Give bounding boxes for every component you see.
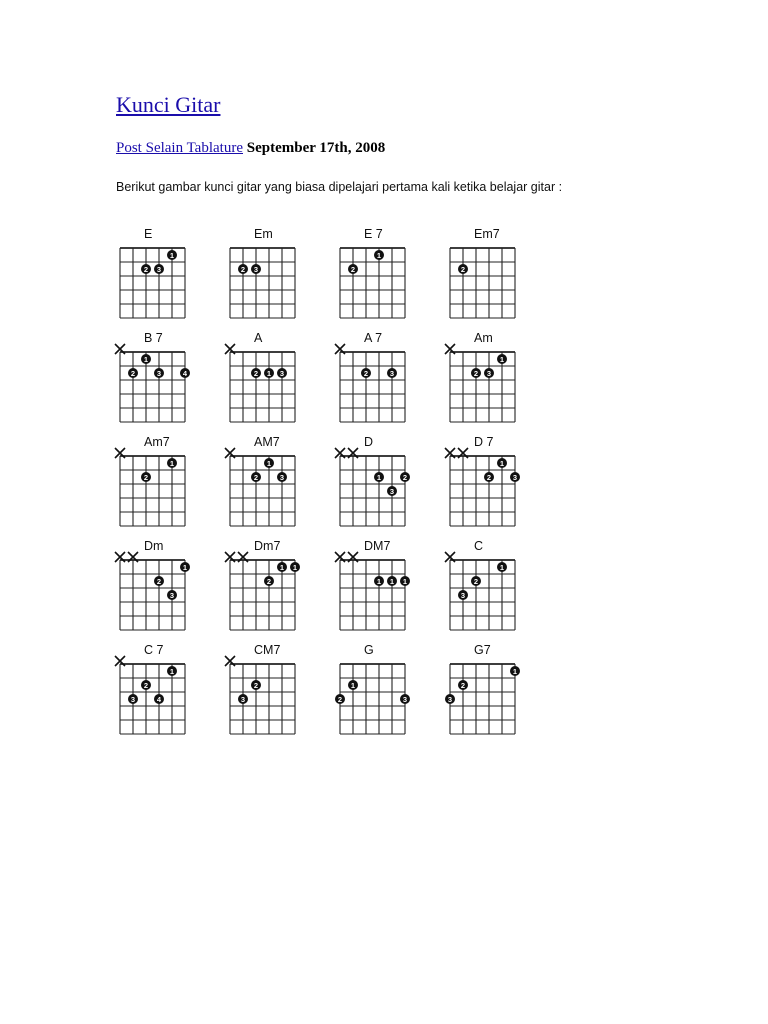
finger-number: 2	[240, 265, 246, 274]
chord-diagram	[225, 643, 295, 734]
finger-number: 3	[447, 695, 453, 704]
chord-diagram	[225, 435, 295, 526]
finger-number: 2	[156, 577, 162, 586]
finger-number: 3	[389, 369, 395, 378]
finger-number: 2	[253, 369, 259, 378]
finger-number: 1	[292, 563, 298, 572]
chord-name: Em7	[474, 227, 500, 241]
finger-number: 1	[512, 667, 518, 676]
finger-number: 1	[350, 681, 356, 690]
chord-diagram	[115, 331, 190, 422]
chord-name: Am	[474, 331, 493, 345]
page-title[interactable]: Kunci Gitar	[116, 92, 221, 117]
finger-number: 2	[143, 681, 149, 690]
chord-name: E	[144, 227, 153, 241]
chord-name: Em	[254, 227, 273, 241]
chord-name: E 7	[364, 227, 383, 241]
finger-number: 2	[486, 473, 492, 482]
finger-number: 2	[143, 473, 149, 482]
chord-name: B 7	[144, 331, 163, 345]
post-meta	[116, 140, 385, 157]
post-date: September 17th, 2008	[246, 140, 386, 156]
finger-number: 1	[143, 355, 149, 364]
finger-number: 3	[512, 473, 518, 482]
chord-diagram	[335, 435, 410, 526]
finger-number: 3	[240, 695, 246, 704]
finger-number: 2	[266, 577, 272, 586]
finger-number: 3	[460, 591, 466, 600]
chord-diagram	[335, 331, 405, 422]
finger-number: 1	[389, 577, 395, 586]
finger-number: 1	[499, 459, 505, 468]
chord-diagram	[445, 435, 520, 526]
finger-number: 3	[389, 487, 395, 496]
chord-diagram	[445, 643, 520, 734]
chord-name: DM7	[364, 539, 391, 553]
finger-number: 2	[473, 577, 479, 586]
finger-number: 1	[376, 473, 382, 482]
finger-number: 1	[376, 251, 382, 260]
chord-diagram	[120, 227, 185, 318]
chord-diagram	[225, 331, 295, 422]
chord-name: A	[254, 331, 263, 345]
chord-name: C 7	[144, 643, 164, 657]
finger-number: 1	[169, 667, 175, 676]
chord-name: G7	[474, 643, 491, 657]
finger-number: 1	[169, 251, 175, 260]
finger-number: 3	[156, 265, 162, 274]
finger-number: 1	[499, 355, 505, 364]
finger-number: 2	[460, 681, 466, 690]
finger-number: 3	[169, 591, 175, 600]
finger-number: 2	[143, 265, 149, 274]
finger-number: 1	[499, 563, 505, 572]
finger-number: 1	[169, 459, 175, 468]
category-link[interactable]: Post Selain Tablature	[116, 140, 243, 156]
finger-number: 1	[402, 577, 408, 586]
chord-diagram	[340, 227, 405, 318]
finger-number: 3	[130, 695, 136, 704]
chord-name: D	[364, 435, 374, 449]
finger-number: 3	[279, 473, 285, 482]
finger-number: 3	[279, 369, 285, 378]
finger-number: 3	[402, 695, 408, 704]
finger-number: 2	[350, 265, 356, 274]
chord-diagram	[225, 539, 300, 630]
finger-number: 2	[473, 369, 479, 378]
chord-name: Dm	[144, 539, 164, 553]
chord-name: G	[364, 643, 374, 657]
chord-diagram	[335, 539, 410, 630]
finger-number: 2	[253, 473, 259, 482]
chord-chart	[108, 220, 528, 750]
finger-number: 2	[337, 695, 343, 704]
chord-name: AM7	[254, 435, 280, 449]
chord-diagram	[450, 227, 515, 318]
finger-number: 2	[253, 681, 259, 690]
finger-number: 3	[156, 369, 162, 378]
finger-number: 2	[402, 473, 408, 482]
chord-name: D 7	[474, 435, 494, 449]
chord-diagram	[230, 227, 295, 318]
chord-name: A 7	[364, 331, 383, 345]
finger-number: 2	[130, 369, 136, 378]
finger-number: 4	[182, 369, 188, 378]
chord-diagram	[115, 643, 185, 734]
chord-diagram	[445, 331, 515, 422]
finger-number: 1	[266, 459, 272, 468]
chord-diagram	[335, 643, 410, 734]
finger-number: 1	[279, 563, 285, 572]
chord-name: CM7	[254, 643, 281, 657]
intro-text: Berikut gambar kunci gitar yang biasa dipelajari pertama kali ketika belajar gitar :	[116, 180, 563, 194]
finger-number: 1	[266, 369, 272, 378]
finger-number: 2	[460, 265, 466, 274]
chord-diagram	[115, 539, 190, 630]
chord-name: Am7	[144, 435, 170, 449]
chord-name: Dm7	[254, 539, 281, 553]
finger-number: 2	[363, 369, 369, 378]
chord-name: C	[474, 539, 484, 553]
finger-number: 3	[486, 369, 492, 378]
chord-diagram	[115, 435, 185, 526]
chord-diagram	[445, 539, 515, 630]
finger-number: 3	[253, 265, 259, 274]
finger-number: 1	[182, 563, 188, 572]
finger-number: 4	[156, 695, 162, 704]
finger-number: 1	[376, 577, 382, 586]
